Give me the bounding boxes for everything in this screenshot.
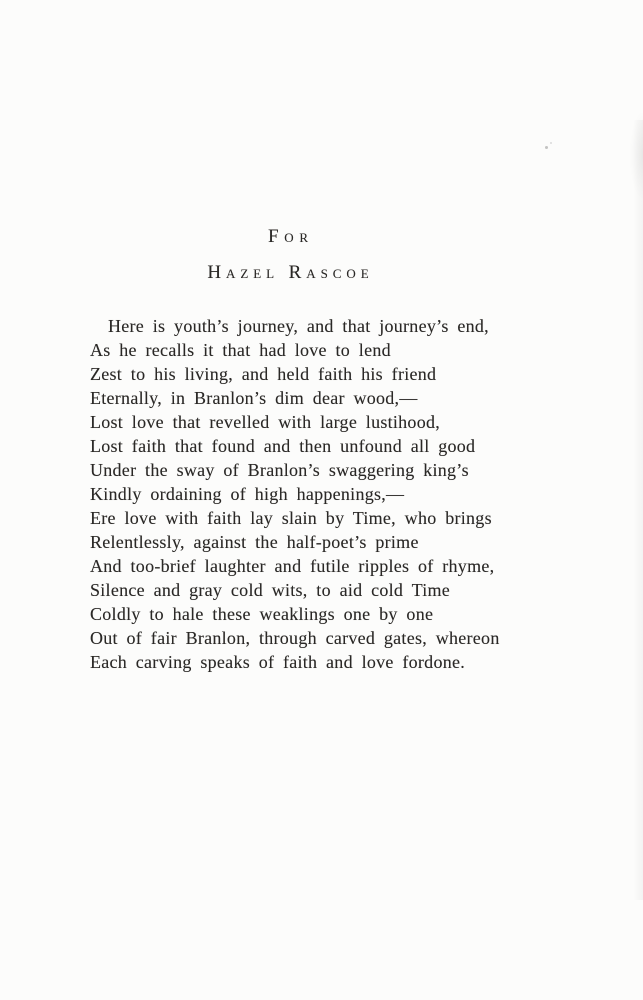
poem-line: Eternally, in Branlon’s dim dear wood,— xyxy=(90,388,418,408)
poem-line: Ere love with faith lay slain by Time, who brings xyxy=(90,508,492,528)
poem-line: Here is youth’s journey, and that journey’s end, xyxy=(108,316,489,336)
poem-line: And too-brief laughter and futile ripples of rhyme, xyxy=(90,556,495,576)
poem-line: Lost love that revelled with large lustihood, xyxy=(90,412,441,432)
poem-line: Lost faith that found and then unfound all good xyxy=(90,436,476,456)
scan-speck xyxy=(550,142,552,144)
poem-line: Kindly ordaining of high happenings,— xyxy=(90,484,405,504)
poem-line: Relentlessly, against the half-poet’s prime xyxy=(90,532,419,552)
poem-line: As he recalls it that had love to lend xyxy=(90,340,391,360)
scan-edge-blotch xyxy=(629,110,643,200)
poem-line: Each carving speaks of faith and love fordone. xyxy=(90,652,466,672)
scan-speck xyxy=(545,146,548,149)
poem-line: Zest to his living, and held faith his friend xyxy=(90,364,437,384)
dedication-name: Hazel Rascoe xyxy=(207,262,374,283)
poem-line: Silence and gray cold wits, to aid cold Time xyxy=(90,580,451,600)
poem-line: Under the sway of Branlon’s swaggering king’s xyxy=(90,460,469,480)
poem xyxy=(90,314,520,674)
page-edge-shadow xyxy=(633,120,643,900)
dedication-for-label: For xyxy=(267,226,314,247)
poem-line: Coldly to hale these weaklings one by one xyxy=(90,604,434,624)
poem-line: Out of fair Branlon, through carved gates, whereon xyxy=(90,628,500,648)
